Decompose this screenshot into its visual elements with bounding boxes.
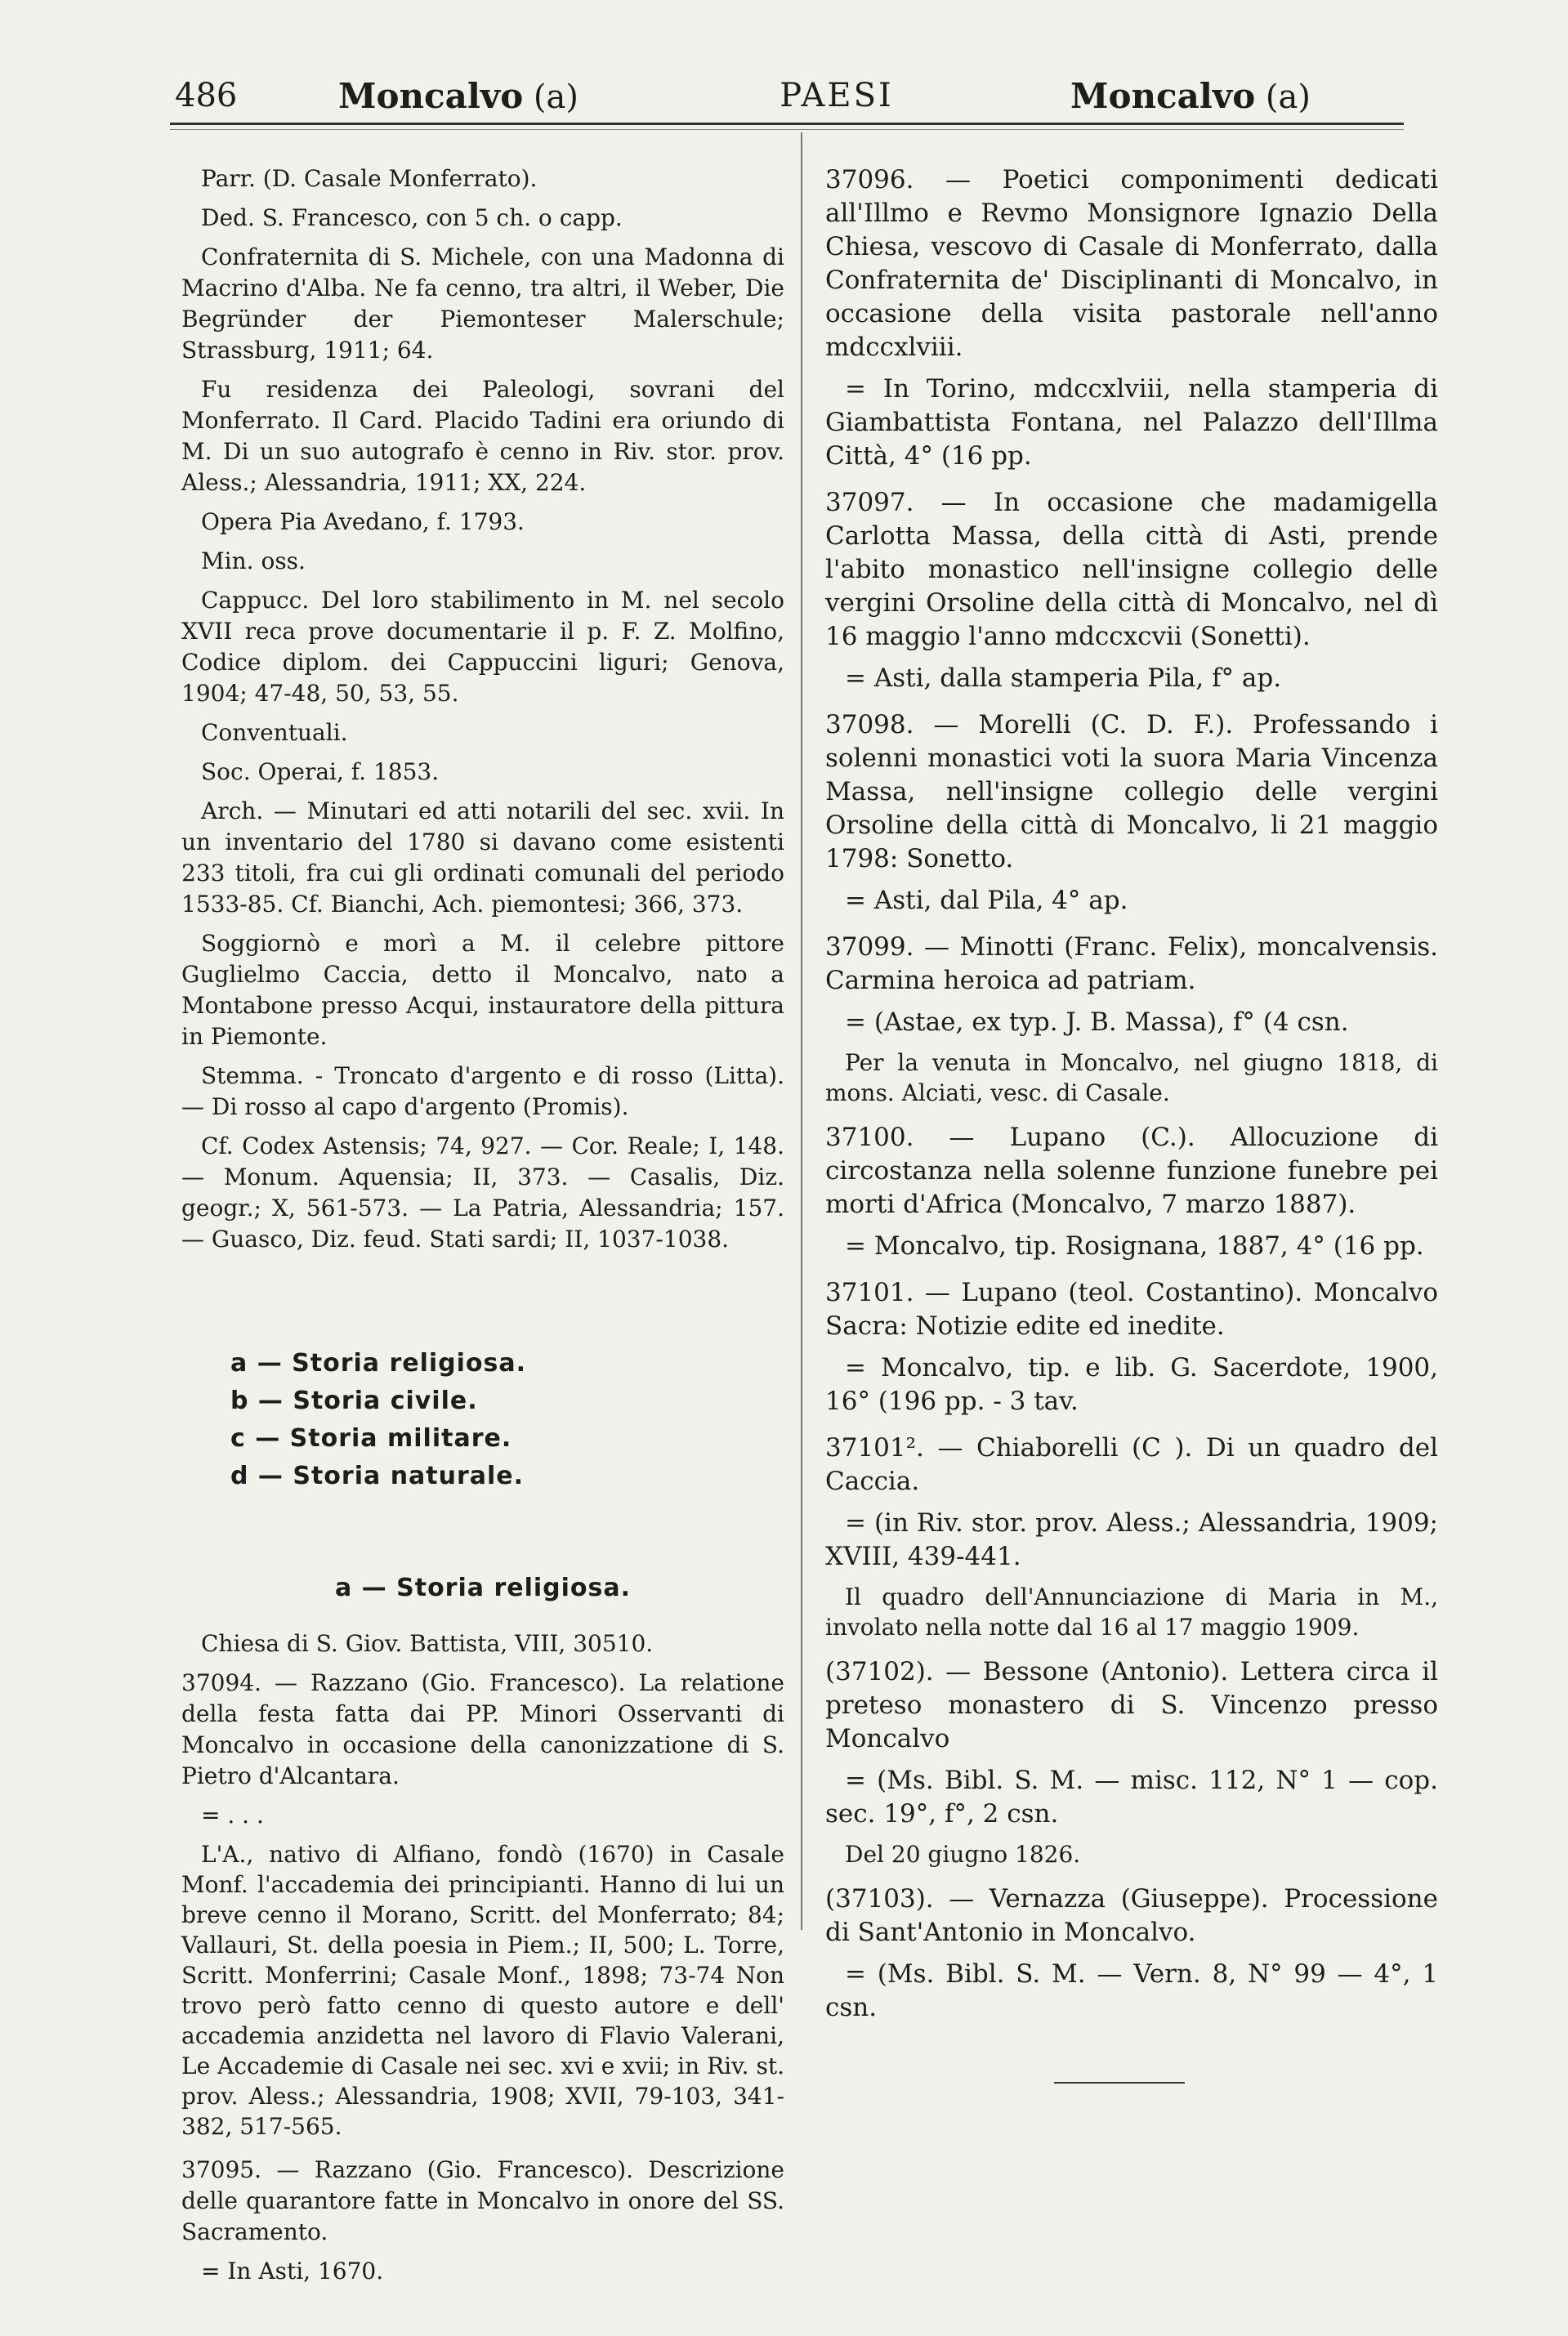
right-title-name: Moncalvo — [1070, 75, 1256, 116]
intro-paragraph: Soggiornò e morì a M. il celebre pittore Guglielmo Caccia, detto il Moncalvo, nato a Montabone presso Acqui, instauratore della pittura in Piemonte. — [181, 930, 784, 1050]
entry-imprint: = In Torino, mdccxlviii, nella stamperia di Giambattista Fontana, nel Palazzo dell'Illma Città, 4° (16 pp. — [825, 374, 1438, 471]
entry-text: 37095. — Razzano (Gio. Francesco). Descrizione delle quarantore fatte in Moncalvo in onore del SS. Sacramento. — [181, 2156, 784, 2245]
column-divider — [801, 132, 802, 1930]
entry-37103 — [825, 1883, 1438, 2025]
entry-imprint: = (Astae, ex typ. J. B. Massa), f° (4 csn. — [845, 1007, 1349, 1037]
right-running-title — [984, 76, 1397, 116]
intro-paragraph: Stemma. - Troncato d'argento e di rosso (Litta). — Di rosso al capo d'argento (Promis). — [181, 1062, 784, 1120]
intro-paragraph: Parr. (D. Casale Monferrato). — [201, 165, 538, 192]
entry-37101-2 — [825, 1432, 1438, 1642]
entry-text: 37101. — Lupano (teol. Costantino). Moncalvo Sacra: Notizie edite ed inedite. — [825, 1278, 1438, 1341]
entry-imprint: = Asti, dal Pila, 4° ap. — [845, 886, 1128, 915]
section-item: c — Storia militare. — [230, 1424, 512, 1453]
intro-paragraph: Ded. S. Francesco, con 5 ch. o capp. — [201, 204, 623, 231]
entry-37098 — [825, 708, 1438, 918]
entry-37096 — [825, 163, 1438, 473]
entry-imprint: = Moncalvo, tip. Rosignana, 1887, 4° (16 pp. — [845, 1231, 1424, 1261]
intro-paragraph: Conventuali. — [201, 719, 348, 746]
entry-37099 — [825, 931, 1438, 1108]
intro-paragraph: Soc. Operai, f. 1853. — [201, 758, 440, 785]
entry-37100 — [825, 1121, 1438, 1263]
intro-paragraph: Cappucc. Del loro stabilimento in M. nel secolo XVII reca prove documentarie il p. F. Z. Molfino, Codice diplom. dei Cappuccini liguri; Genova, 1904; 47-48, 50, 53, 55. — [181, 587, 784, 707]
entry-note: Per la venuta in Moncalvo, nel giugno 1818, di mons. Alciati, vesc. di Casale. — [825, 1049, 1438, 1106]
entry-37101 — [825, 1276, 1438, 1418]
left-title-suffix: (a) — [533, 78, 579, 116]
header-rule-thin — [170, 129, 1404, 130]
entry-text: 37100. — Lupano (C.). Allocuzione di circostanza nella solenne funzione funebre pei morti d'Africa (Moncalvo, 7 marzo 1887). — [825, 1123, 1438, 1219]
entry-text: (37103). — Vernazza (Giuseppe). Processione di Sant'Antonio in Moncalvo. — [825, 1884, 1438, 1947]
entry-imprint: = Asti, dalla stamperia Pila, f° ap. — [845, 663, 1282, 693]
entry-imprint: = . . . — [201, 1802, 264, 1829]
section-heading: a — Storia religiosa. — [334, 1574, 632, 1602]
entry-imprint: = (Ms. Bibl. S. M. — Vern. 8, N° 99 — 4°, 1 csn. — [825, 1959, 1438, 2022]
intro-paragraph: Arch. — Minutari ed atti notarili del sec. xvii. In un inventario del 1780 si davano come esistenti 233 titoli, fra cui gli ordinati comunali del periodo 1533-85. Cf. Bianchi, Ach. piemontesi; 366, 373. — [181, 797, 784, 918]
entry-text: 37096. — Poetici componimenti dedicati all'Illmo e Revmo Monsignore Ignazio Della Chiesa, vescovo di Casale di Monferrato, dalla Confraternita de' Disciplinanti di Moncalvo, in occasione della visita pastorale nell'anno mdccxlviii. — [825, 165, 1438, 362]
entry-text: 37097. — In occasione che madamigella Carlotta Massa, della città di Asti, prende l'abito monastico nell'insigne collegio delle vergini Orsoline della città di Moncalvo, nel dì 16 maggio l'anno mdccxcvii (Sonetti). — [825, 488, 1438, 651]
entry-37095 — [181, 2155, 784, 2287]
left-running-title — [338, 76, 690, 116]
entry-note: L'A., nativo di Alfiano, fondò (1670) in Casale Monf. l'accademia dei principianti. Hanno di lui un breve cenno il Morano, Scritt. del Monferrato; 84; Vallauri, St. della poesia in Piem.; II, 500; L. Torre, Scritt. Monferrini; Casale Monf., 1898; 73-74 Non trovo però fatto cenno di questo autore e dell' accademia anzidetta nel lavoro di Flavio Valerani, Le Accademie di Casale nei sec. xvi e xvii; in Riv. st. prov. Aless.; Alessandria, 1908; XVII, 79-103, 341-382, 517-565. — [181, 1841, 784, 2140]
left-column — [181, 163, 784, 2300]
running-header — [175, 67, 1397, 124]
intro-paragraph: Cf. Codex Astensis; 74, 927. — Cor. Reale; I, 148. — Monum. Aquensia; II, 373. — Casalis, Diz. geogr.; X, 561-573. — La Patria, Alessandria; 157. — Guasco, Diz. feud. Stati sardi; II, 1037-1038. — [181, 1132, 784, 1253]
entry-note: Il quadro dell'Annunciazione di Maria in M., involato nella notte dal 16 al 17 maggio 1909. — [825, 1583, 1438, 1641]
entry-37097 — [825, 486, 1438, 695]
intro-paragraph: Confraternita di S. Michele, con una Madonna di Macrino d'Alba. Ne fa cenno, tra altri, il Weber, Die Begründer der Piemonteser Malerschule; Strassburg, 1911; 64. — [181, 243, 784, 364]
intro-paragraph: Fu residenza dei Paleologi, sovrani del Monferrato. Il Card. Placido Tadini era oriundo di M. Di un suo autografo è cenno in Riv. stor. prov. Aless.; Alessandria, 1911; XX, 224. — [181, 376, 784, 496]
entry-note: Del 20 giugno 1826. — [845, 1841, 1081, 1868]
left-title-name: Moncalvo — [338, 75, 524, 116]
chiesa-line: Chiesa di S. Giov. Battista, VIII, 30510. — [201, 1630, 654, 1657]
page-number: 486 — [175, 77, 238, 114]
right-column — [825, 163, 1438, 2084]
right-title-suffix: (a) — [1265, 78, 1311, 116]
entry-text: 37099. — Minotti (Franc. Felix), moncalvensis. Carmina heroica ad patriam. — [825, 932, 1438, 995]
section-item: a — Storia religiosa. — [230, 1349, 527, 1378]
entry-imprint: = (in Riv. stor. prov. Aless.; Alessandria, 1909; XVIII, 439-441. — [825, 1508, 1438, 1571]
center-running-title: PAESI — [780, 77, 894, 114]
intro-paragraph: Min. oss. — [201, 547, 306, 574]
entry-text: 37094. — Razzano (Gio. Francesco). La relatione della festa fatta dai PP. Minori Osservanti di Moncalvo in occasione della canonizzatione di S. Pietro d'Alcantara. — [181, 1669, 784, 1789]
entry-imprint: = In Asti, 1670. — [201, 2258, 384, 2285]
entry-text: 37101². — Chiaborelli (C ). Di un quadro del Caccia. — [825, 1433, 1438, 1496]
entry-imprint: = Moncalvo, tip. e lib. G. Sacerdote, 1900, 16° (196 pp. - 3 tav. — [825, 1353, 1438, 1416]
entry-text: (37102). — Bessone (Antonio). Lettera circa il preteso monastero di S. Vincenzo presso Moncalvo — [825, 1657, 1438, 1753]
entry-37094 — [181, 1668, 784, 2142]
header-rule — [170, 123, 1404, 125]
closing-rule — [1054, 2082, 1185, 2084]
entry-imprint: = (Ms. Bibl. S. M. — misc. 112, N° 1 — cop. sec. 19°, f°, 2 csn. — [825, 1766, 1438, 1829]
section-list — [230, 1345, 784, 1495]
section-item: b — Storia civile. — [230, 1387, 478, 1415]
entry-text: 37098. — Morelli (C. D. F.). Professando i solenni monastici voti la suora Maria Vincenza Massa, nell'insigne collegio delle vergini Orsoline della città di Moncalvo, li 21 maggio 1798: Sonetto. — [825, 710, 1438, 873]
intro-paragraph: Opera Pia Avedano, f. 1793. — [201, 508, 525, 535]
entry-37102 — [825, 1655, 1438, 1869]
section-item: d — Storia naturale. — [230, 1462, 525, 1490]
